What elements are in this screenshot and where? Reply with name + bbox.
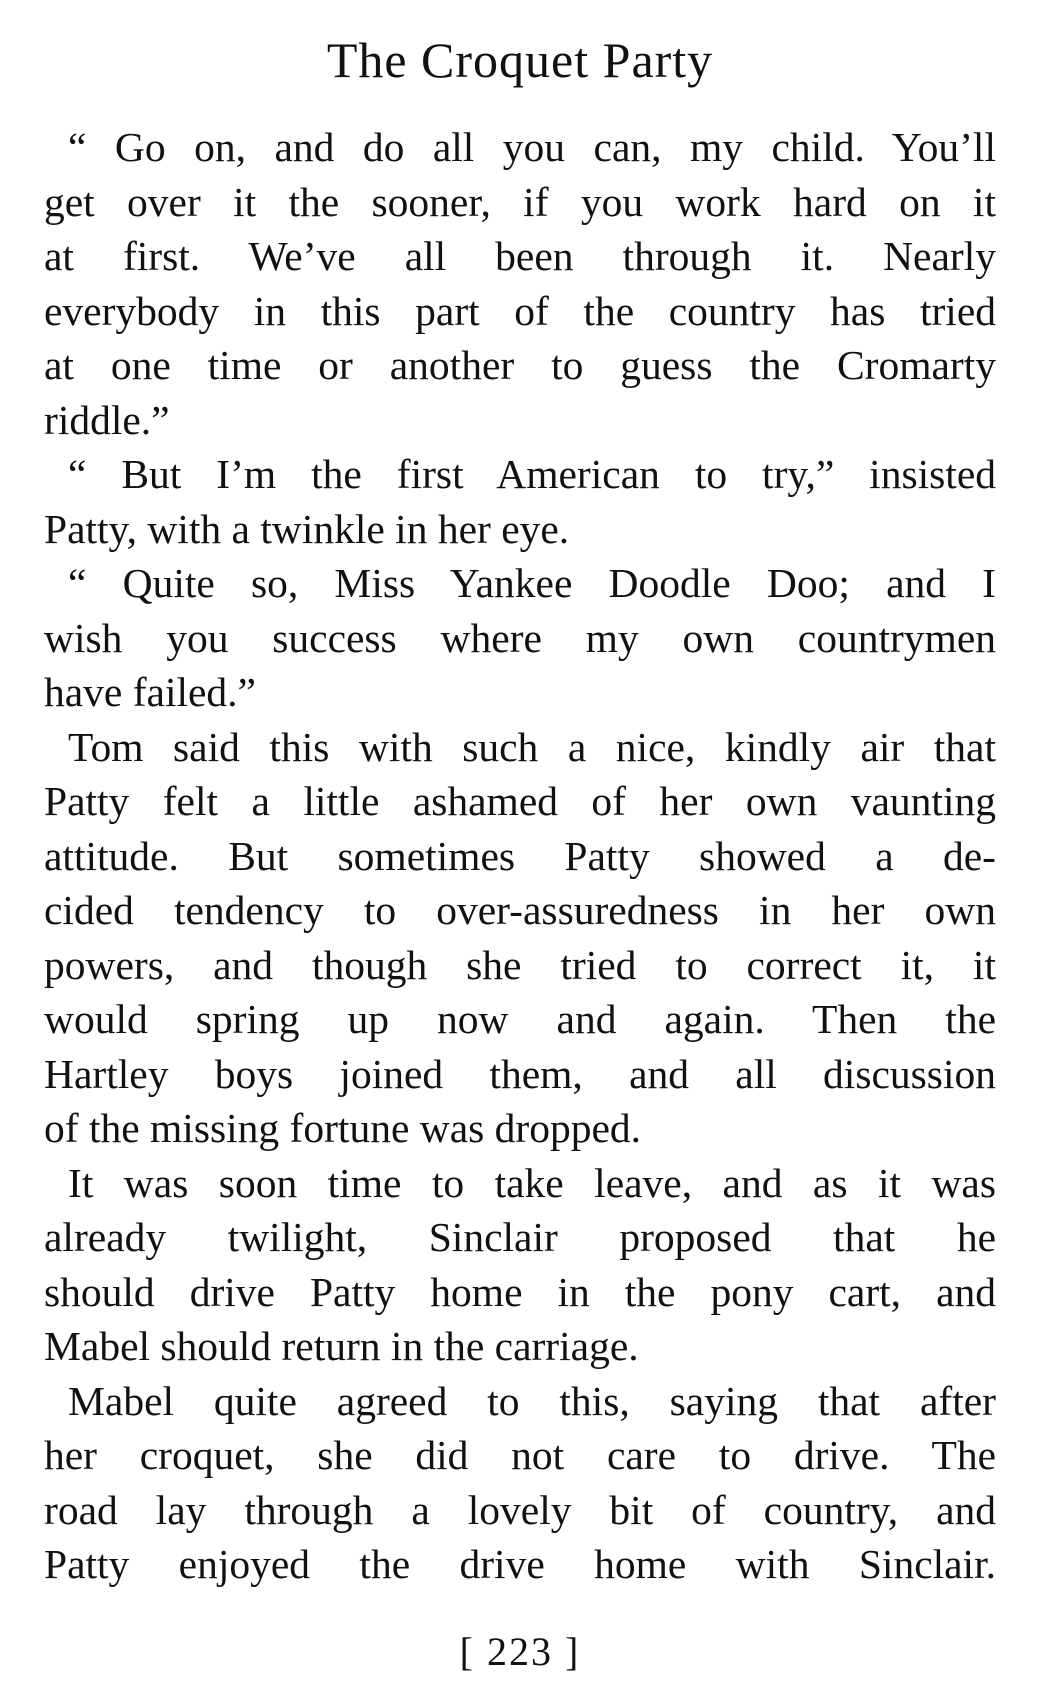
text-line: at one time or another to guess the Cromarty: [44, 342, 996, 388]
text-line: should drive Patty home in the pony cart, and: [44, 1268, 996, 1315]
paragraph: [44, 1156, 996, 1374]
text-line: cided tendency to over-assuredness in her own: [44, 887, 996, 933]
text-line: powers, and though she tried to correct it, it: [44, 941, 996, 988]
text-line: Mabel quite agreed to this, saying that after: [68, 1377, 996, 1424]
paragraph: [44, 1374, 996, 1592]
text-line: at first. We’ve all been through it. Nearly: [44, 233, 996, 279]
text-line: of the missing fortune was dropped.: [44, 1105, 642, 1151]
running-head: The Croquet Party: [326, 32, 714, 88]
text-line: everybody in this part of the country has tried: [44, 287, 996, 334]
paragraph: [44, 556, 996, 720]
text-line: Patty, with a twinkle in her eye.: [44, 505, 570, 552]
text-line: Hartley boys joined them, and all discussion: [44, 1050, 996, 1097]
text-line: road lay through a lovely bit of country, and: [44, 1486, 996, 1533]
text-line: get over it the sooner, if you work hard on it: [44, 178, 996, 225]
paragraph: [44, 447, 996, 556]
text-line: would spring up now and again. Then the: [44, 996, 996, 1042]
text-line: her croquet, she did not care to drive. The: [44, 1432, 996, 1478]
text-line: already twilight, Sinclair proposed that he: [44, 1214, 996, 1260]
page-number: [ 223 ]: [459, 1629, 581, 1674]
book-page: [44, 0, 996, 1688]
paragraph: [44, 120, 996, 447]
text-line: “ Quite so, Miss Yankee Doodle Doo; and I: [68, 560, 996, 606]
text-line: have failed.”: [44, 669, 256, 715]
text-line: Tom said this with such a nice, kindly air that: [68, 723, 996, 770]
text-line: riddle.”: [44, 396, 170, 443]
text-line: Patty felt a little ashamed of her own vaunting: [44, 778, 996, 824]
body-text: [44, 120, 996, 1592]
text-line: “ Go on, and do all you can, my child. You’ll: [68, 124, 996, 170]
text-line: Patty enjoyed the drive home with Sinclair.: [44, 1541, 996, 1587]
text-line: “ But I’m the first American to try,” insisted: [68, 451, 996, 497]
text-line: Mabel should return in the carriage.: [44, 1323, 639, 1369]
text-line: It was soon time to take leave, and as it was: [68, 1159, 996, 1206]
paragraph: [44, 720, 996, 1156]
text-line: attitude. But sometimes Patty showed a de-: [44, 832, 996, 879]
text-line: wish you success where my own countrymen: [44, 614, 996, 661]
